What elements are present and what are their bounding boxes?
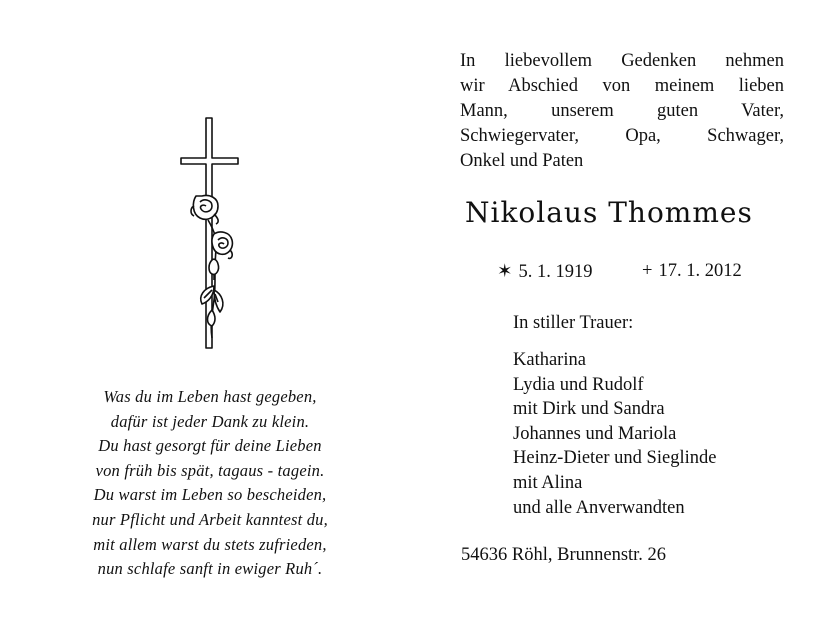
- memorial-poem: [40, 385, 380, 582]
- intro-line: In liebevollem Gedenken nehmen: [460, 51, 784, 71]
- death-date: [642, 261, 742, 282]
- mourner: und alle Anverwandten: [513, 497, 685, 518]
- intro-line: Schwiegervater, Opa, Schwager,: [460, 126, 784, 146]
- intro-line: Mann, unserem guten Vater,: [460, 101, 784, 121]
- death-date-value: 17. 1. 2012: [658, 261, 742, 281]
- mourner: mit Dirk und Sandra: [513, 399, 665, 420]
- address: 54636 Röhl, Brunnenstr. 26: [461, 545, 667, 565]
- intro-text: [460, 49, 784, 174]
- birth-date: [497, 261, 593, 283]
- poem-line: dafür ist jeder Dank zu klein.: [110, 411, 310, 431]
- death-cross-icon: +: [642, 261, 653, 281]
- mourning-heading: In stiller Trauer:: [513, 313, 634, 333]
- birth-date-value: 5. 1. 1919: [518, 262, 593, 282]
- birth-star-icon: ✶: [497, 262, 513, 282]
- poem-line: nur Pflicht und Arbeit kanntest du,: [92, 509, 328, 529]
- poem-line: Was du im Leben hast gegeben,: [103, 387, 317, 406]
- mourner: Johannes und Mariola: [513, 423, 677, 444]
- cross-with-roses-icon: [170, 110, 250, 355]
- mourner: Heinz-Dieter und Sieglinde: [513, 448, 717, 469]
- poem-line: Du hast gesorgt für deine Lieben: [98, 436, 322, 456]
- mourner: Lydia und Rudolf: [513, 374, 644, 395]
- intro-line: Onkel und Paten: [460, 151, 584, 171]
- mourner: mit Alina: [513, 472, 583, 493]
- mourners-list: [513, 348, 716, 520]
- intro-line: wir Abschied von meinem lieben: [460, 76, 784, 96]
- poem-line: nun schlafe sanft in ewiger Ruh´.: [97, 559, 323, 579]
- mourner: Katharina: [513, 350, 586, 370]
- poem-line: mit allem warst du stets zufrieden,: [93, 534, 327, 554]
- poem-line: Du warst im Leben so bescheiden,: [93, 485, 327, 505]
- poem-line: von früh bis spät, tagaus - tagein.: [95, 460, 325, 480]
- deceased-name: Nikolaus Thommes: [465, 196, 753, 229]
